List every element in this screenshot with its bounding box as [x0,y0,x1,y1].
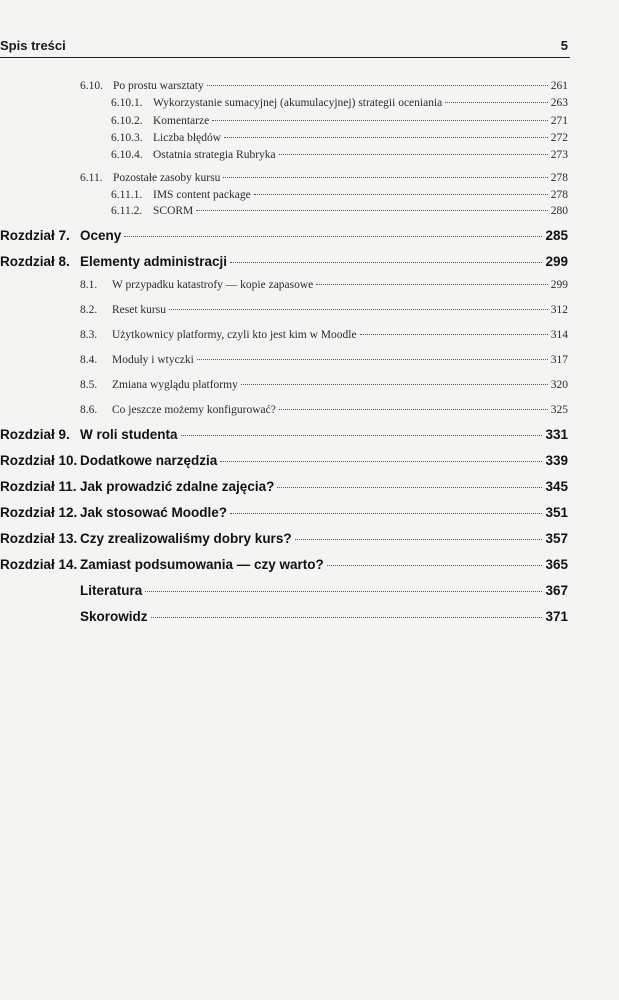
entry-number: 8.6. [80,404,98,416]
entry-title: Wykorzystanie sumacyjnej (akumulacyjnej) strategii oceniania [153,97,443,109]
dot-leader [196,210,547,211]
entry-number: 6.11.2. [111,205,143,217]
chapter-title: Zamiast podsumowania — czy warto? [80,557,324,572]
toc-subentry[interactable] [80,279,568,291]
header-rule [0,57,570,58]
toc-subentry[interactable] [111,149,568,161]
dot-leader [279,154,548,155]
chapter-title: Literatura [80,583,143,598]
dot-leader [212,120,548,121]
dot-leader [181,435,543,436]
dot-leader [223,177,547,178]
toc-chapter[interactable] [0,453,568,468]
dot-leader [327,565,543,566]
chapter-title: Dodatkowe narzędzia [80,453,218,468]
toc-chapter[interactable] [0,531,568,546]
dot-leader [145,591,542,592]
entry-title: Co jeszcze możemy konfigurować? [112,404,276,416]
toc-subentry[interactable] [80,304,568,316]
entry-page: 278 [550,172,568,184]
entry-title: Reset kursu [112,304,166,316]
toc-subentry[interactable] [111,115,568,127]
toc-subentry[interactable] [111,132,568,144]
entry-number: 6.11.1. [111,189,143,201]
chapter-page: 367 [545,583,568,598]
dot-leader [124,236,542,237]
entry-title: Moduły i wtyczki [112,354,194,366]
dot-leader [224,137,548,138]
chapter-title: Elementy administracji [80,254,228,269]
chapter-page: 351 [545,505,568,520]
entry-page: 314 [550,329,568,341]
toc-chapter[interactable] [0,427,568,442]
chapter-page: 345 [545,479,568,494]
toc-subentry[interactable] [80,354,568,366]
entry-number: 8.1. [80,279,98,291]
chapter-page: 357 [545,531,568,546]
dot-leader [360,334,548,335]
entry-page: 261 [550,80,568,92]
entry-page: 312 [550,304,568,316]
dot-leader [279,409,548,410]
entry-title: Ostatnia strategia Rubryka [153,149,276,161]
entry-page: 273 [550,149,568,161]
entry-page: 280 [550,205,568,217]
entry-number: 8.3. [80,329,98,341]
entry-number: 8.5. [80,379,98,391]
toc-chapter[interactable] [0,228,568,243]
chapter-label: Rozdział 12. [0,505,78,520]
toc-subentry[interactable] [111,97,568,109]
toc-subentry[interactable] [80,329,568,341]
entry-number: 8.2. [80,304,98,316]
toc-chapter[interactable] [0,254,568,269]
toc-subentry[interactable] [111,205,568,217]
chapter-label: Rozdział 13. [0,531,78,546]
chapter-label: Rozdział 8. [0,254,70,269]
entry-page: 325 [550,404,568,416]
toc-chapter[interactable] [0,609,568,624]
dot-leader [230,262,542,263]
dot-leader [316,284,547,285]
dot-leader [151,617,543,618]
dot-leader [169,309,548,310]
dot-leader [197,359,548,360]
entry-page: 278 [550,189,568,201]
entry-page: 263 [550,97,568,109]
toc-subentry[interactable] [80,404,568,416]
dot-leader [277,487,542,488]
entry-number: 6.10.1. [111,97,143,109]
dot-leader [230,513,542,514]
chapter-label: Rozdział 7. [0,228,70,243]
entry-page: 299 [550,279,568,291]
toc-chapter[interactable] [0,479,568,494]
chapter-title: Skorowidz [80,609,148,624]
toc-chapter[interactable] [0,505,568,520]
chapter-page: 365 [545,557,568,572]
chapter-title: Oceny [80,228,122,243]
entry-title: Liczba błędów [153,132,222,144]
entry-page: 272 [550,132,568,144]
entry-number: 8.4. [80,354,98,366]
page-number: 5 [560,38,568,53]
dot-leader [241,384,548,385]
chapter-label: Rozdział 9. [0,427,70,442]
chapter-page: 299 [545,254,568,269]
entry-number: 6.10. [80,80,103,92]
toc-subentry[interactable] [80,379,568,391]
chapter-title: W roli studenta [80,427,178,442]
entry-title: IMS content package [153,189,251,201]
section-title: Spis treści [0,38,66,53]
chapter-page: 331 [545,427,568,442]
toc-chapter[interactable] [0,557,568,572]
page-header [0,38,572,58]
entry-page: 320 [550,379,568,391]
chapter-label: Rozdział 14. [0,557,78,572]
entry-number: 6.11. [80,172,103,184]
entry-number: 6.10.4. [111,149,143,161]
toc-subentry[interactable] [80,80,568,92]
entry-title: Pozostałe zasoby kursu [113,172,221,184]
dot-leader [220,461,542,462]
entry-title: W przypadku katastrofy — kopie zapasowe [112,279,314,291]
dot-leader [207,85,548,86]
chapter-title: Jak prowadzić zdalne zajęcia? [80,479,275,494]
entry-title: Zmiana wyglądu platformy [112,379,238,391]
chapter-title: Jak stosować Moodle? [80,505,228,520]
chapter-page: 339 [545,453,568,468]
chapter-title: Czy zrealizowaliśmy dobry kurs? [80,531,292,546]
entry-number: 6.10.3. [111,132,143,144]
dot-leader [254,194,548,195]
chapter-label: Rozdział 11. [0,479,77,494]
toc-subentry[interactable] [80,172,568,184]
chapter-page: 285 [545,228,568,243]
toc-subentry[interactable] [111,189,568,201]
entry-number: 6.10.2. [111,115,143,127]
dot-leader [295,539,543,540]
entry-page: 271 [550,115,568,127]
entry-title: Użytkownicy platformy, czyli kto jest kim w Moodle [112,329,357,341]
entry-title: Po prostu warsztaty [113,80,204,92]
chapter-label: Rozdział 10. [0,453,78,468]
entry-page: 317 [550,354,568,366]
entry-title: SCORM [153,205,194,217]
chapter-page: 371 [545,609,568,624]
toc-chapter[interactable] [0,583,568,598]
dot-leader [445,102,547,103]
entry-title: Komentarze [153,115,210,127]
